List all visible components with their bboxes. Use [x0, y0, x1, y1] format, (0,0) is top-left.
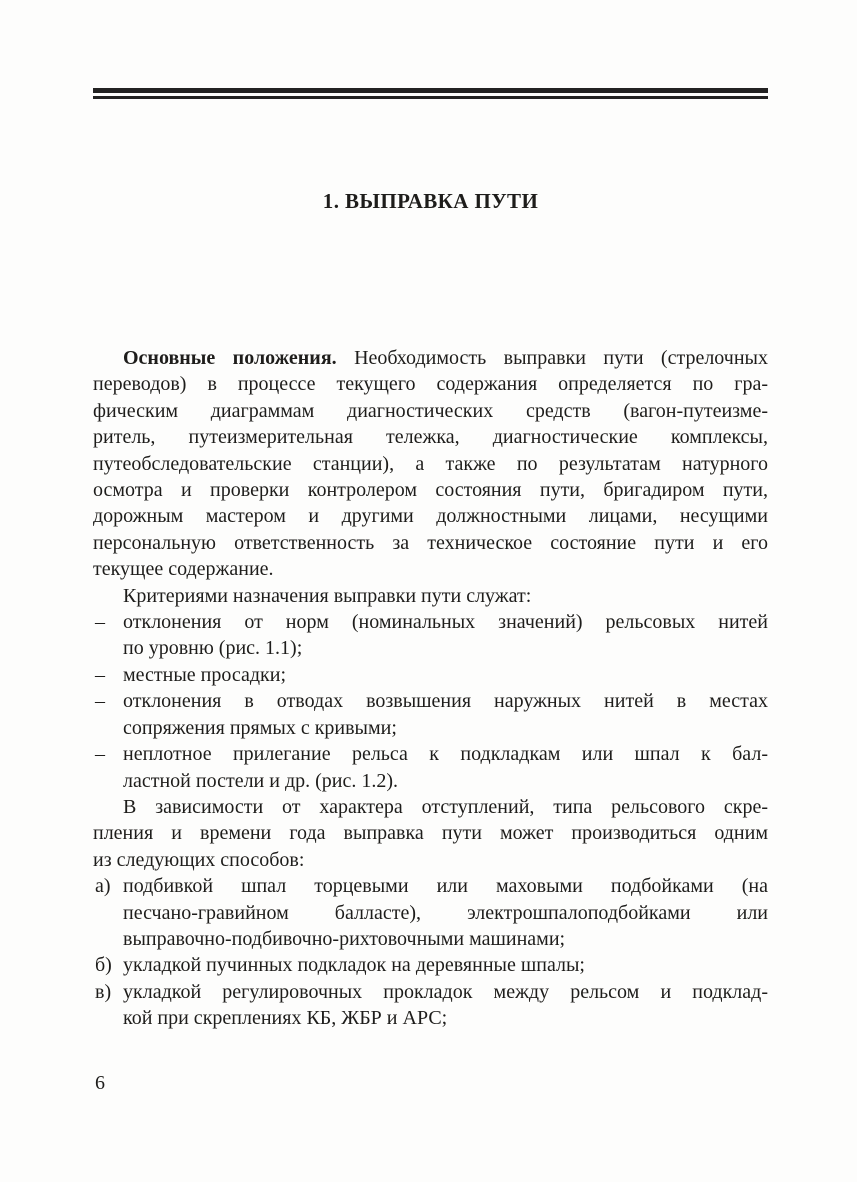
text-line: по уровню (рис. 1.1); [123, 637, 303, 660]
text-line: подбивкой шпал торцевыми или маховыми подбойками (на [123, 875, 768, 898]
text-line: фическим диаграммам диагностических средств (вагон-путеизме- [93, 399, 768, 422]
list-marker: б) [95, 954, 112, 977]
text-line: ластной постели и др. (рис. 1.2). [123, 769, 399, 792]
text-line: местные просадки; [123, 663, 287, 686]
paragraph [93, 345, 768, 583]
dash-item [93, 662, 768, 688]
list-marker: – [95, 663, 105, 686]
text-line: отклонения от норм (номинальных значений) рельсовых нитей [123, 611, 768, 634]
list-marker: в) [95, 980, 112, 1003]
text-line: Основные положения. Необходимость выправки пути (стрелочных [123, 347, 768, 369]
paragraph-lead-bold: Основные положения. [123, 347, 337, 369]
text-line: пления и времени года выправка пути может производиться одним [93, 822, 768, 845]
letter-item [93, 979, 768, 1032]
paragraph [93, 794, 768, 873]
text-line: укладкой регулировочных прокладок между рельсом и подклад- [123, 980, 768, 1003]
letter-item [93, 873, 768, 952]
page-number: 6 [95, 1072, 105, 1094]
text-line: сопряжения прямых с кривыми; [123, 716, 397, 739]
list-marker: – [95, 743, 105, 766]
text-line: кой при скреплениях КБ, ЖБР и АРС; [123, 1007, 448, 1030]
text-line: ритель, путеизмерительная тележка, диагностические комплексы, [93, 426, 768, 449]
list-marker: – [95, 690, 105, 713]
text-line: отклонения в отводах возвышения наружных нитей в местах [123, 690, 768, 713]
text-line: песчано-гравийном балласте), электрошпалоподбойками или [123, 901, 768, 924]
header-rule-thin [93, 96, 768, 99]
text-line: выправочно-подбивочно-рихтовочными машинами; [123, 927, 566, 950]
dash-item [93, 688, 768, 741]
text-line: путеобследовательские станции), а также по результатам натурного [93, 452, 768, 475]
header-rule-thick [93, 88, 768, 93]
chapter-title: 1. ВЫПРАВКА ПУТИ [322, 189, 539, 213]
text-line: персональную ответственность за техническое состояние пути и его [93, 531, 768, 554]
header-double-rule [93, 88, 768, 99]
text-line: переводов) в процессе текущего содержания определяется по гра- [93, 373, 768, 396]
list-marker: а) [95, 875, 111, 898]
text-line: Критериями назначения выправки пути служат: [123, 584, 532, 607]
text-line: неплотное прилегание рельса к подкладкам или шпал к бал- [123, 743, 768, 766]
letter-item [93, 952, 768, 978]
text-line: текущее содержание. [93, 558, 274, 581]
dash-item [93, 609, 768, 662]
dash-item [93, 741, 768, 794]
text-line: осмотра и проверки контролером состояния пути, бригадиром пути, [93, 479, 768, 502]
text-line: из следующих способов: [93, 848, 305, 871]
text-line: дорожным мастером и другими должностными лицами, несущими [93, 505, 768, 528]
text-line: В зависимости от характера отступлений, типа рельсового скре- [123, 795, 768, 818]
list-marker: – [95, 611, 105, 634]
body-text [93, 345, 768, 1032]
paragraph [93, 583, 768, 609]
text-line: укладкой пучинных подкладок на деревянные шпалы; [123, 954, 585, 977]
